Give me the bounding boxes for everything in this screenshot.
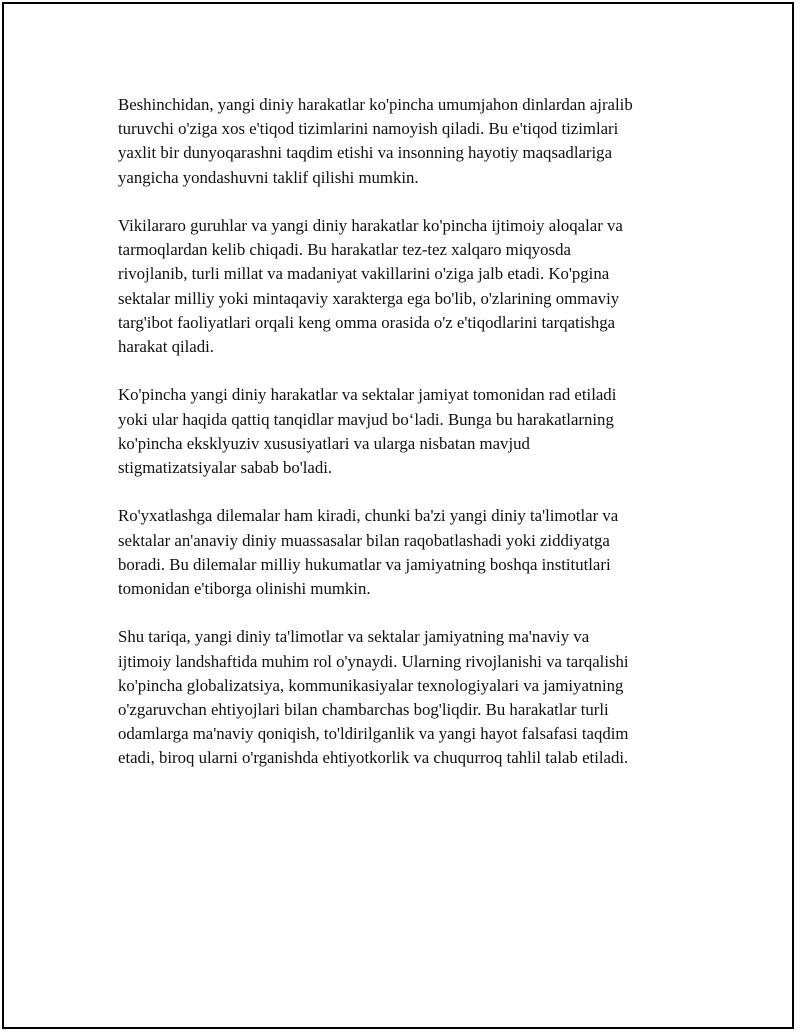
text-line: etadi, biroq ularni o'rganishda ehtiyotkorlik va chuqurroq tahlil talab etiladi. bbox=[118, 748, 629, 768]
text-line: stigmatizatsiyalar sabab bo'ladi. bbox=[118, 458, 333, 478]
text-line: Vikilararo guruhlar va yangi diniy harakatlar ko'pincha ijtimoiy aloqalar va bbox=[118, 216, 623, 235]
text-line: o'zgaruvchan ehtiyojlari bilan chambarchas bog'liqdir. Bu harakatlar turli bbox=[118, 700, 609, 720]
text-line: ko'pincha globalizatsiya, kommunikasiyalar texnologiyalari va jamiyatning bbox=[118, 675, 624, 695]
text-line: yangicha yondashuvni taklif qilishi mumkin. bbox=[118, 167, 419, 187]
text-line: Ro'yxatlashga dilemalar ham kiradi, chunki ba'zi yangi diniy ta'limotlar va bbox=[118, 506, 619, 526]
paragraph-4 bbox=[118, 504, 688, 601]
text-line: rivojlanib, turli millat va madaniyat vakillarini o'ziga jalb etadi. Ko'pgina bbox=[118, 264, 610, 284]
text-line: odamlarga ma'naviy qoniqish, to'ldirilganlik va yangi hayot falsafasi taqdim bbox=[118, 724, 629, 744]
paragraph-1 bbox=[118, 93, 688, 190]
text-line: yaxlit bir dunyoqarashni taqdim etishi va insonning hayotiy maqsadlariga bbox=[118, 143, 613, 163]
text-line: ko'pincha eksklyuziv xususiyatlari va ularga nisbatan mavjud bbox=[118, 433, 530, 453]
text-line: harakat qiladi. bbox=[118, 337, 214, 357]
text-line: Shu tariqa, yangi diniy ta'limotlar va sektalar jamiyatning ma'naviy va bbox=[118, 627, 590, 647]
text-line: tarmoqlardan kelib chiqadi. Bu harakatlar tez-tez xalqaro miqyosda bbox=[118, 240, 571, 260]
text-line: Beshinchidan, yangi diniy harakatlar ko'pincha umumjahon dinlardan ajralib bbox=[118, 95, 633, 114]
document-body bbox=[118, 93, 688, 795]
paragraph-2 bbox=[118, 214, 688, 359]
text-line: sektalar an'anaviy diniy muassasalar bilan raqobatlashadi yoki ziddiyatga bbox=[118, 530, 610, 550]
text-line: ijtimoiy landshaftida muhim rol o'ynaydi. Ularning rivojlanishi va tarqalishi bbox=[118, 651, 629, 671]
paragraph-3 bbox=[118, 383, 688, 480]
text-line: sektalar milliy yoki mintaqaviy xarakterga ega bo'lib, o'zlarining ommaviy bbox=[118, 288, 620, 308]
text-line: targ'ibot faoliyatlari orqali keng omma orasida o'z e'tiqodlarini tarqatishga bbox=[118, 312, 616, 332]
text-line: yoki ular haqida qattiq tanqidlar mavjud bo‘ladi. Bunga bu harakatlarning bbox=[118, 409, 614, 429]
text-line: Ko'pincha yangi diniy harakatlar va sektalar jamiyat tomonidan rad etiladi bbox=[118, 385, 617, 405]
text-line: boradi. Bu dilemalar milliy hukumatlar va jamiyatning boshqa institutlari bbox=[118, 554, 611, 574]
text-line: tomonidan e'tiborga olinishi mumkin. bbox=[118, 579, 371, 599]
paragraph-5 bbox=[118, 625, 688, 770]
text-line: turuvchi o'ziga xos e'tiqod tizimlarini namoyish qiladi. Bu e'tiqod tizimlari bbox=[118, 119, 619, 139]
